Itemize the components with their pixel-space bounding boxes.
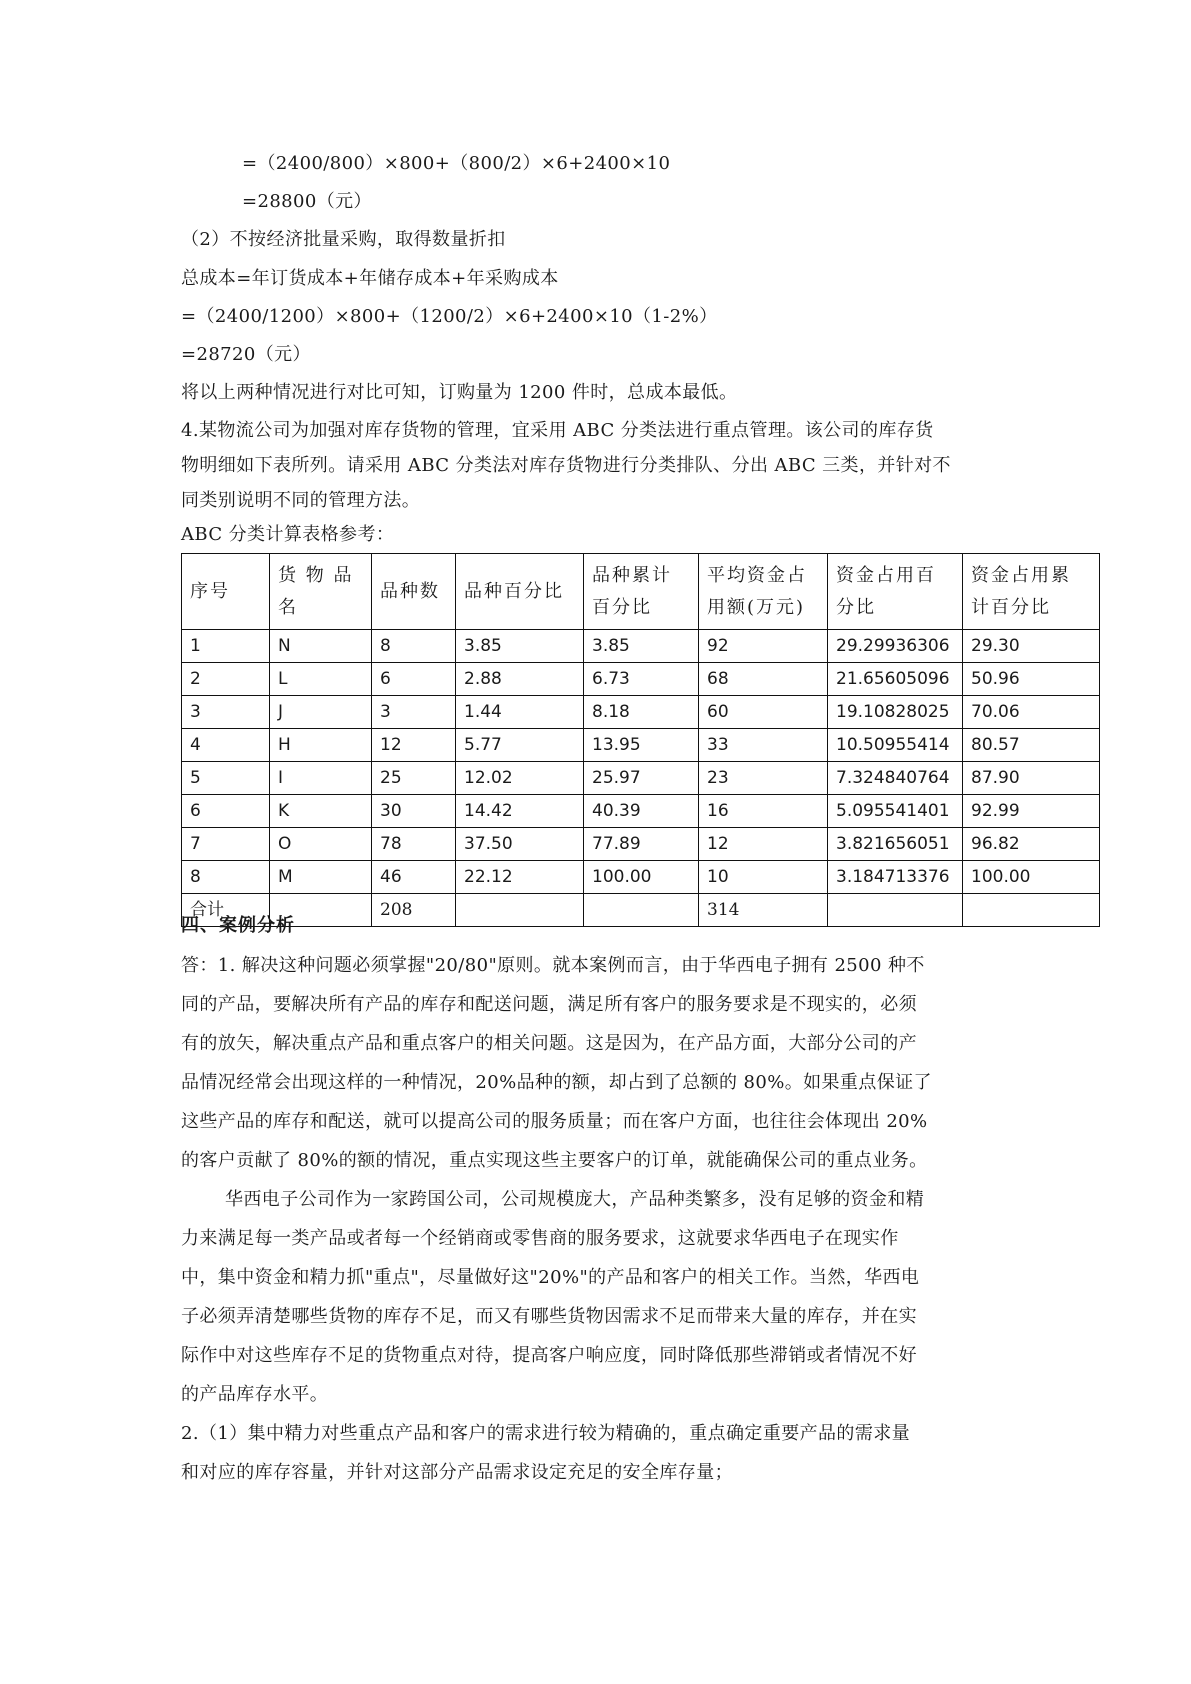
table-row [182, 696, 1100, 729]
table-cell: 46 [372, 861, 456, 894]
table-cell: 2.88 [456, 663, 584, 696]
table-cell: 8.18 [584, 696, 699, 729]
table-cell: M [270, 861, 372, 894]
table-cell: 22.12 [456, 861, 584, 894]
table-cell: 7 [182, 828, 270, 861]
answer-line: 际作中对这些库存不足的货物重点对待，提高客户响应度，同时降低那些滞销或者情况不好 [181, 1345, 917, 1366]
table-cell: 87.90 [963, 762, 1100, 795]
table-cell: H [270, 729, 372, 762]
question-line: 4.某物流公司为加强对库存货物的管理，宜采用 ABC 分类法进行重点管理。该公司的库存货 [181, 420, 934, 441]
table-row [182, 630, 1100, 663]
table-caption: ABC 分类计算表格参考： [181, 524, 395, 545]
table-cell: 33 [699, 729, 828, 762]
table-cell: 1 [182, 630, 270, 663]
table-cell: 70.06 [963, 696, 1100, 729]
table-cell: 10.50955414 [828, 729, 963, 762]
table-row [182, 663, 1100, 696]
answer-line: 和对应的库存容量，并针对这部分产品需求设定充足的安全库存量； [181, 1462, 733, 1483]
table-cell: 12 [372, 729, 456, 762]
table-cell: 100.00 [584, 861, 699, 894]
table-cell: 40.39 [584, 795, 699, 828]
table-cell: 4 [182, 729, 270, 762]
table-cell: 50.96 [963, 663, 1100, 696]
table-cell: 30 [372, 795, 456, 828]
table-cell: 29.30 [963, 630, 1100, 663]
section-title: 四、案例分析 [181, 915, 295, 936]
table-cell: L [270, 663, 372, 696]
result-line: =28800（元） [242, 191, 372, 212]
table-cell: 1.44 [456, 696, 584, 729]
table-cell: 3 [182, 696, 270, 729]
answer-line: 2.（1）集中精力对些重点产品和客户的需求进行较为精确的，重点确定重要产品的需求量 [181, 1423, 911, 1444]
question-line: 同类别说明不同的管理方法。 [181, 490, 421, 511]
answer-line: 这些产品的库存和配送，就可以提高公司的服务质量；而在客户方面，也往往会体现出 20% [181, 1111, 928, 1132]
table-header [182, 554, 1100, 630]
answer-line: 力来满足每一类产品或者每一个经销商或零售商的服务要求，这就要求华西电子在现实作 [181, 1228, 899, 1249]
table-cell: 6 [372, 663, 456, 696]
table-cell: 12.02 [456, 762, 584, 795]
table-cell: 10 [699, 861, 828, 894]
table-cell: 19.10828025 [828, 696, 963, 729]
table-row [182, 861, 1100, 894]
answer-line: 中，集中资金和精力抓"重点"，尽量做好这"20%"的产品和客户的相关工作。当然，华西电 [181, 1267, 920, 1288]
table-cell: I [270, 762, 372, 795]
table-row [182, 729, 1100, 762]
answer-line: 的产品库存水平。 [181, 1384, 329, 1405]
answer-line: 华西电子公司作为一家跨国公司，公司规模庞大，产品种类繁多，没有足够的资金和精 [225, 1189, 925, 1210]
table-cell: 6.73 [584, 663, 699, 696]
table-cell: 2 [182, 663, 270, 696]
table-cell: 29.29936306 [828, 630, 963, 663]
text-line: 总成本=年订货成本+年储存成本+年采购成本 [181, 268, 559, 289]
table-cell: 5.095541401 [828, 795, 963, 828]
table-cell: 6 [182, 795, 270, 828]
table-cell: 7.324840764 [828, 762, 963, 795]
table-cell: 100.00 [963, 861, 1100, 894]
table-cell: 16 [699, 795, 828, 828]
table-cell: 92.99 [963, 795, 1100, 828]
result-line: =28720（元） [181, 344, 311, 365]
table-cell: 3 [372, 696, 456, 729]
header-cell: 货 物 品 名 [270, 554, 372, 630]
table-cell: 3.85 [584, 630, 699, 663]
answer-line: 同的产品，要解决所有产品的库存和配送问题，满足所有客户的服务要求是不现实的，必须 [181, 994, 917, 1015]
answer-line: 答：1. 解决这种问题必须掌握"20/80"原则。就本案例而言，由于华西电子拥有 2500 种不 [181, 955, 925, 976]
table-body [182, 630, 1100, 927]
table-cell: 21.65605096 [828, 663, 963, 696]
table-cell: 78 [372, 828, 456, 861]
table-cell: 8 [182, 861, 270, 894]
formula-line: =（2400/1200）×800+（1200/2）×6+2400×10（1-2%） [181, 306, 718, 327]
text-line: 将以上两种情况进行对比可知，订购量为 1200 件时，总成本最低。 [181, 382, 738, 403]
table-cell: 92 [699, 630, 828, 663]
header-cell: 品种累计 百分比 [584, 554, 699, 630]
table-cell: 8 [372, 630, 456, 663]
header-cell: 品种百分比 [456, 554, 584, 630]
table-cell: 合计 [182, 894, 270, 927]
question-line: 物明细如下表所列。请采用 ABC 分类法对库存货物进行分类排队、分出 ABC 三类，并针对不 [181, 455, 951, 476]
table-cell: N [270, 630, 372, 663]
table-cell: K [270, 795, 372, 828]
table-cell: 96.82 [963, 828, 1100, 861]
answer-line: 的客户贡献了 80%的额的情况，重点实现这些主要客户的订单，就能确保公司的重点业务。 [181, 1150, 928, 1171]
table-row [182, 828, 1100, 861]
table-cell: 3.821656051 [828, 828, 963, 861]
header-cell: 品种数 [372, 554, 456, 630]
header-cell: 资金占用百 分比 [828, 554, 963, 630]
answer-line: 品情况经常会出现这样的一种情况，20%品种的额，却占到了总额的 80%。如果重点保证了 [181, 1072, 932, 1093]
header-cell: 平均资金占 用额(万元) [699, 554, 828, 630]
text-line: （2）不按经济批量采购，取得数量折扣 [181, 229, 506, 250]
table-cell: 13.95 [584, 729, 699, 762]
table-cell: 5 [182, 762, 270, 795]
table-cell: 80.57 [963, 729, 1100, 762]
answer-line: 子必须弄清楚哪些货物的库存不足，而又有哪些货物因需求不足而带来大量的库存，并在实 [181, 1306, 917, 1327]
table-cell: 3.184713376 [828, 861, 963, 894]
table-cell: 23 [699, 762, 828, 795]
table-cell: 60 [699, 696, 828, 729]
table-cell: O [270, 828, 372, 861]
table-row [182, 762, 1100, 795]
table-cell: 3.85 [456, 630, 584, 663]
table-cell: 14.42 [456, 795, 584, 828]
table-row [182, 795, 1100, 828]
table-cell: 77.89 [584, 828, 699, 861]
table-cell: 5.77 [456, 729, 584, 762]
formula-line: =（2400/800）×800+（800/2）×6+2400×10 [242, 153, 671, 174]
table-cell: 25.97 [584, 762, 699, 795]
table-cell: 208 [372, 894, 456, 927]
answer-line: 有的放矢，解决重点产品和重点客户的相关问题。这是因为，在产品方面，大部分公司的产 [181, 1033, 917, 1054]
table-cell: 68 [699, 663, 828, 696]
table-cell: 37.50 [456, 828, 584, 861]
abc-classification-table [181, 553, 1100, 927]
table-cell: 314 [699, 894, 828, 927]
header-cell: 资金占用累 计百分比 [963, 554, 1100, 630]
header-row [182, 554, 1100, 630]
header-cell: 序号 [182, 554, 270, 630]
table-cell: J [270, 696, 372, 729]
table-cell: 25 [372, 762, 456, 795]
table-cell: 12 [699, 828, 828, 861]
